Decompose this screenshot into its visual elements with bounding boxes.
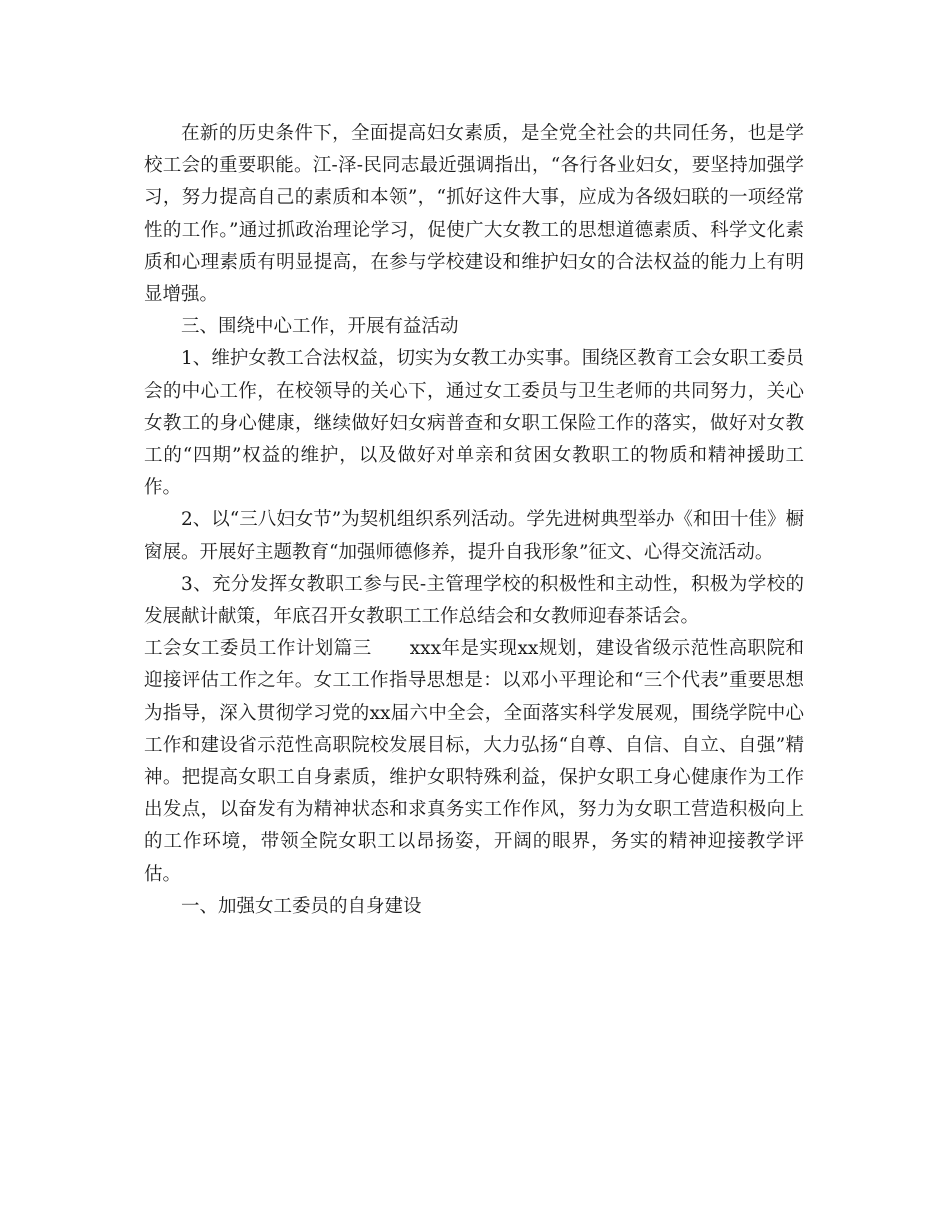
plan-part-three-heading: 工会女工委员工作计划篇三 bbox=[144, 638, 372, 660]
paragraph-item-3-management: 3、充分发挥女教职工参与民-主管理学校的积极性和主动性，积极为学校的发展献计献策，年底召开女教职工工作总结会和女教师迎春茶话会。 bbox=[144, 573, 804, 628]
paragraph-item-1-rights: 1、维护女教工合法权益，切实为女教工办实事。围绕区教育工会女职工委员会的中心工作，在校领导的关心下，通过女工委员与卫生老师的共同努力，关心女教工的身心健康，继续做好妇女病普查和女职工保险工作的落实，做好对女教工的“四期”权益的维护，以及做好对单亲和贫困女教职工的物质和精神援助工作。 bbox=[144, 348, 804, 499]
paragraph-item-2-womens-day: 2、以“三八妇女节”为契机组织系列活动。学先进树典型举办《和田十佳》橱窗展。开展好主题教育“加强师德修养，提升自我形象”征文、心得交流活动。 bbox=[144, 509, 804, 563]
section-heading-activities: 三、围绕中心工作，开展有益活动 bbox=[181, 316, 459, 338]
plan-part-three-text: xxx年是实现xx规划，建设省级示范性高职院和迎接评估工作之年。女工工作指导思想是：以邓小平理论和“三个代表”重要思想为指导，深入贯彻学习党的xx届六中全会，全面落实科学发展观，围绕学院中心工作和建设省示范性高职院校发展目标，大力弘扬“自尊、自信、自立、自强”精神。把提高女职工自身素质，维护女职特殊利益，保护女职工身心健康作为工作出发点，以奋发有为精神状态和求真务实工作作风，努力为女职工营造积极向上的工作环境，带领全院女职工以昂扬姿，开阔的眼界，务实的精神迎接教学评估。 bbox=[144, 638, 804, 885]
paragraph-women-quality: 在新的历史条件下，全面提高妇女素质，是全党全社会的共同任务，也是学校工会的重要职能。江-泽-民同志最近强调指出，“各行各业妇女，要坚持加强学习，努力提高自己的素质和本领”，“抓好这件大事，应成为各级妇联的一项经常性的工作。”通过抓政治理论学习，促使广大女教工的思想道德素质、科学文化素质和心理素质有明显提高，在参与学校建设和维护妇女的合法权益的能力上有明显增强。 bbox=[144, 123, 804, 306]
section-heading-self-building: 一、加强女工委员的自身建设 bbox=[181, 895, 422, 917]
document-body bbox=[144, 118, 804, 923]
paragraph-plan-part-three bbox=[144, 633, 804, 891]
